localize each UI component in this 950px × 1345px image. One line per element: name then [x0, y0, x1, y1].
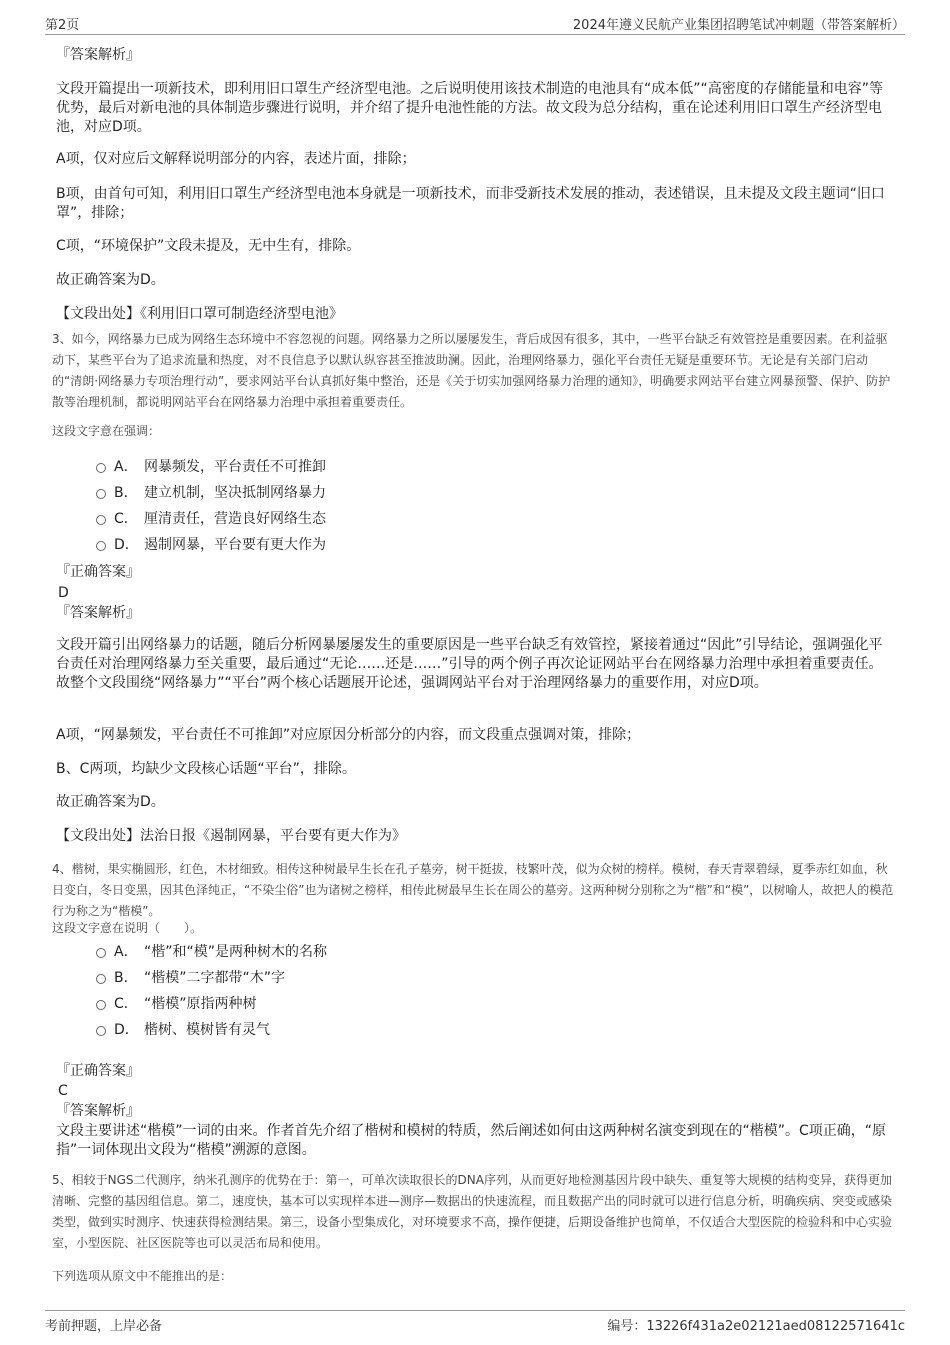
document-code: 编号：13226f431a2e02121aed08122571641c	[607, 1319, 905, 1334]
radio-icon[interactable]	[96, 515, 106, 525]
radio-icon[interactable]	[96, 463, 106, 473]
q3-correct-answer: D	[58, 585, 69, 601]
q3-option-c[interactable]: C． 厘清责任，营造良好网络生态	[56, 506, 656, 532]
q4-option-a[interactable]: A． “楷”和“模”是两种树木的名称	[56, 939, 656, 965]
q3-analysis-label: 『答案解析』	[56, 605, 140, 621]
q4-question: 这段文字意在说明（ ）。	[52, 921, 203, 935]
radio-icon[interactable]	[96, 974, 106, 984]
footer-slogan: 考前押题，上岸必备	[45, 1319, 163, 1334]
q4-analysis-label: 『答案解析』	[56, 1103, 140, 1119]
q2-analysis-p3: B项，由首句可知，利用旧口罩生产经济型电池本身就是一项新技术，而非受新技术发展的推动，表述错误，且未提及文段主题词“旧口罩”，排除；	[56, 186, 885, 221]
q3-analysis-p2: A项，“网暴频发，平台责任不可推卸”对应原因分析部分的内容，而文段重点强调对策，排除；	[56, 727, 641, 743]
page-footer	[45, 1310, 905, 1335]
q3-option-d[interactable]: D． 遏制网暴，平台要有更大作为	[56, 532, 656, 558]
document-title: 2024年遵义民航产业集团招聘笔试冲刺题（带答案解析）	[572, 18, 905, 33]
radio-icon[interactable]	[96, 1000, 106, 1010]
q3-option-a[interactable]: A． 网暴频发，平台责任不可推卸	[56, 454, 656, 480]
q4-option-d[interactable]: D． 楷树、模树皆有灵气	[56, 1017, 656, 1043]
q3-question: 这段文字意在强调：	[52, 424, 161, 438]
q3-correct-label: 『正确答案』	[56, 564, 140, 580]
q2-analysis-p5: 故正确答案为D。	[56, 272, 165, 288]
radio-icon[interactable]	[96, 948, 106, 958]
q4-option-c[interactable]: C． “楷模”原指两种树	[56, 991, 656, 1017]
q3-analysis-p1: 文段开篇引出网络暴力的话题，随后分析网暴屡屡发生的重要原因是一些平台缺乏有效管控，紧接着通过“因此”引导结论，强调强化平台责任对治理网络暴力至关重要，最后通过“无论……还是……”引导的两个例子再次论证网站平台在网络暴力治理中承担着重要责任。故整个文段围绕“网络暴力”“平台”两个核心话题展开论述，强调网站平台对于治理网络暴力的重要作用，对应D项。	[56, 637, 883, 691]
q2-analysis-label: 『答案解析』	[56, 47, 140, 63]
q2-source: 【文段出处】《利用旧口罩可制造经济型电池》	[56, 306, 343, 322]
q4-options	[56, 939, 656, 1043]
q4-correct-label: 『正确答案』	[56, 1063, 140, 1079]
q3-analysis-p4: 故正确答案为D。	[56, 794, 165, 810]
radio-icon[interactable]	[96, 541, 106, 551]
q3-options	[56, 454, 656, 558]
q5-stem: 5、相较于NGS二代测序，纳米孔测序的优势在于：第一，可单次读取很长的DNA序列，从而更好地检测基因片段中缺失、重复等大规模的结构变异，获得更加清晰、完整的基因组信息。第二，速度快，基本可以实现样本进—测序—数据出的快速流程，而且数据产出的同时就可以进行信息分析，明确疾病、突变或感染类型，做到实时测序、快速获得检测结果。第三，设备小型集成化，对环境要求不高，操作便捷，后期设备维护也简单，不仅适合大型医院的检验科和中心实验室，小型医院、社区医院等也可以灵活布局和使用。	[52, 1173, 893, 1250]
q3-analysis-p3: B、C两项，均缺少文段核心话题“平台”，排除。	[56, 761, 356, 777]
q2-analysis-p4: C项，“环境保护”文段未提及，无中生有，排除。	[56, 238, 361, 254]
radio-icon[interactable]	[96, 1026, 106, 1036]
q3-stem: 3、如今，网络暴力已成为网络生态环境中不容忽视的问题。网络暴力之所以屡屡发生，背后成因有很多，其中，一些平台缺乏有效管控是重要因素。在利益驱动下，某些平台为了追求流量和热度，对不良信息予以默认纵容甚至推波助澜。因此，治理网络暴力，强化平台责任无疑是重要环节。无论是有关部门启动的“清朗·网络暴力专项治理行动”，要求网站平台认真抓好集中整治，还是《关于切实加强网络暴力治理的通知》，明确要求网站平台建立网暴预警、保护、防护散等治理机制，都说明网站平台在网络暴力治理中承担着重要责任。	[52, 332, 891, 409]
q3-source: 【文段出处】法治日报《遏制网暴，平台要有更大作为》	[56, 828, 406, 844]
page-number: 第2页	[45, 18, 80, 33]
q4-stem: 4、楷树，果实椭圆形，红色，木材细致。相传这种树最早生长在孔子墓旁，树干挺拔，枝繁叶茂，似为众树的榜样。模树，春天青翠碧绿，夏季赤红如血，秋日变白，冬日变黑，因其色泽纯正，“不染尘俗”也为诸树之榜样，相传此树最早生长在周公的墓旁。这两种树分别称之为“楷”和“模”，以树喻人，故把人的模范行为称之为“楷模”。	[52, 862, 894, 918]
q3-option-b[interactable]: B． 建立机制，坚决抵制网络暴力	[56, 480, 656, 506]
q5-question: 下列选项从原文中不能推出的是：	[52, 1269, 233, 1283]
q4-option-b[interactable]: B． “楷模”二字都带“木”字	[56, 965, 656, 991]
q4-correct-answer: C	[58, 1083, 68, 1099]
q2-analysis-p1: 文段开篇提出一项新技术，即利用旧口罩生产经济型电池。之后说明使用该技术制造的电池具有“成本低”“高密度的存储能量和电容”等优势，最后对新电池的具体制造步骤进行说明，并介绍了提升电池性能的方法。故文段为总分结构，重在论述利用旧口罩生产经济型电池，对应D项。	[56, 81, 884, 135]
q4-analysis-p1: 文段主要讲述“楷模”一词的由来。作者首先介绍了楷树和模树的特质，然后阐述如何由这两种树名演变到现在的“楷模”。C项正确，“原指”一词体现出文段为“楷模”溯源的意图。	[56, 1123, 887, 1158]
q2-analysis-p2: A项，仅对应后文解释说明部分的内容，表述片面，排除；	[56, 151, 416, 167]
radio-icon[interactable]	[96, 489, 106, 499]
page-header	[45, 12, 905, 35]
